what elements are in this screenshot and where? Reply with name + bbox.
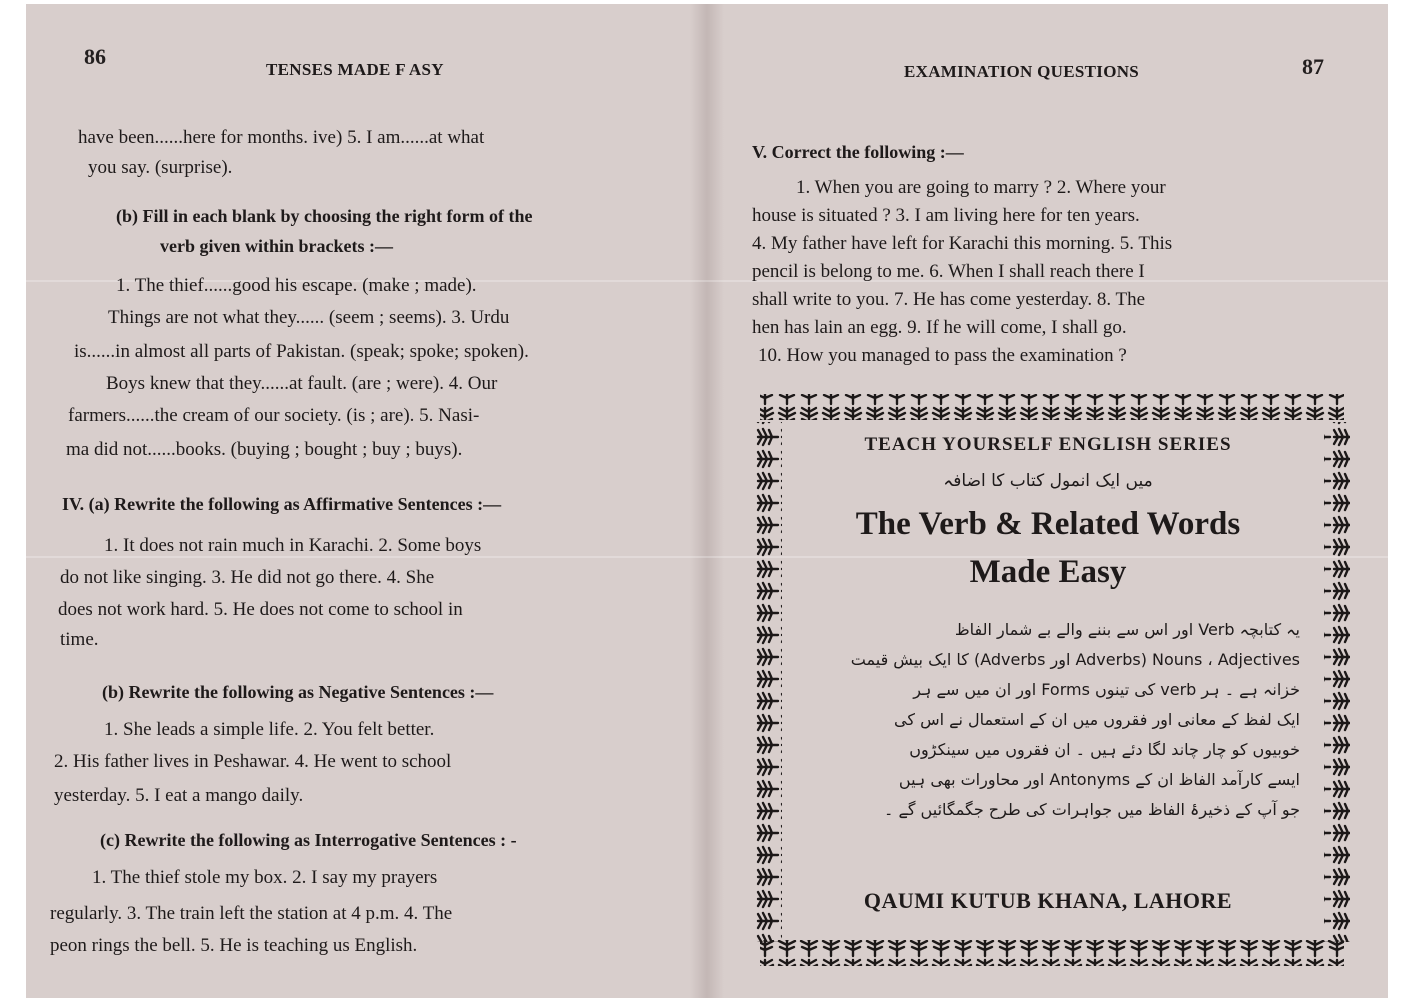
urdu-description-line: خوبیوں کو چار چاند لگا دئے ہیں ۔ ان فقروں میں سینکڑوں (909, 740, 1300, 759)
text-line: do not like singing. 3. He did not go there. 4. She (60, 567, 435, 588)
text-line: 2. His father lives in Peshawar. 4. He went to school (54, 751, 452, 772)
book-gutter (690, 4, 724, 998)
urdu-description-line: ایسے کارآمد الفاظ ان کے Antonyms اور محاورات بھی ہیں (898, 770, 1300, 789)
running-head-right: EXAMINATION QUESTIONS (904, 62, 1140, 81)
text-line: Things are not what they...... (seem ; seems). 3. Urdu (108, 307, 510, 328)
advertisement-box (732, 382, 1366, 982)
text-line: ma did not......books. (buying ; bought ; buy ; buys). (66, 439, 463, 460)
section-b-heading: (b) Fill in each blank by choosing the right form of the (116, 206, 533, 226)
publisher-name: QAUMI KUTUB KHANA, LAHORE (863, 888, 1233, 913)
page-number-left: 86 (84, 44, 106, 69)
text-line: shall write to you. 7. He has come yesterday. 8. The (752, 289, 1146, 310)
text-line: 1. The thief stole my box. 2. I say my prayers (92, 867, 438, 888)
text-line: have been......here for months. ive) 5. I am......at what (78, 127, 485, 148)
text-line: 1. The thief......good his escape. (make ; made). (116, 275, 477, 296)
text-line: 10. How you managed to pass the examination ? (758, 345, 1127, 366)
text-line: 4. My father have left for Karachi this morning. 5. This (752, 233, 1173, 254)
text-line: 1. She leads a simple life. 2. You felt better. (104, 719, 435, 740)
section-iv-heading: IV. (a) Rewrite the following as Affirmative Sentences :— (62, 494, 502, 514)
text-line: 1. It does not rain much in Karachi. 2. Some boys (104, 535, 482, 556)
text-line: time. (60, 629, 99, 650)
page-number-right: 87 (1302, 54, 1324, 79)
text-line: regularly. 3. The train left the station at 4 p.m. 4. The (50, 903, 453, 924)
section-iv-b-heading: (b) Rewrite the following as Negative Sentences :— (102, 682, 494, 702)
text-line: hen has lain an egg. 9. If he will come, I shall go. (752, 317, 1127, 338)
section-b-heading-cont: verb given within brackets :— (160, 236, 393, 256)
advertisement-content (774, 428, 1322, 938)
urdu-description-line: خزانہ ہے ۔ ہر verb کی تینوں Forms اور ان میں سے ہر (913, 680, 1300, 699)
book-title: The Verb & Related Words (855, 506, 1241, 542)
text-line: Boys knew that they......at fault. (are ; were). 4. Our (106, 373, 498, 394)
text-line: 1. When you are going to marry ? 2. Where your (796, 177, 1166, 198)
urdu-description-line: Adverbs) Nouns ، Adjectives اور Adverbs) کا ایک بیش قیمت (850, 650, 1300, 669)
urdu-description-line: ایک لفظ کے معانی اور فقروں میں ان کے استعمال نے اس کی (894, 710, 1300, 729)
book-title-line2: Made Easy (969, 554, 1127, 590)
series-name: TEACH YOURSELF ENGLISH SERIES (864, 434, 1232, 455)
text-line: does not work hard. 5. He does not come to school in (58, 599, 463, 620)
section-iv-c-heading: (c) Rewrite the following as Interrogative Sentences : - (100, 830, 517, 850)
urdu-description-line: یہ کتابچہ Verb اور اس سے بننے والے بے شمار الفاظ (954, 620, 1300, 639)
running-head-left: TENSES MADE F ASY (266, 60, 444, 79)
text-line: house is situated ? 3. I am living here for ten years. (752, 205, 1140, 226)
text-line: yesterday. 5. I eat a mango daily. (54, 785, 304, 806)
text-line: pencil is belong to me. 6. When I shall reach there I (752, 261, 1145, 282)
urdu-description-line: جو آپ کے ذخیرۂ الفاظ میں جواہرات کی طرح جگمگائیں گے ۔ (884, 800, 1300, 819)
section-v-heading: V. Correct the following :— (752, 142, 964, 162)
text-line: farmers......the cream of our society. (is ; are). 5. Nasi- (68, 405, 480, 426)
text-line: you say. (surprise). (88, 157, 233, 178)
text-line: peon rings the bell. 5. He is teaching us English. (50, 935, 418, 956)
urdu-tagline: میں ایک انمول کتاب کا اضافہ (943, 471, 1153, 491)
text-line: is......in almost all parts of Pakistan. (speak; spoke; spoken). (74, 341, 529, 362)
